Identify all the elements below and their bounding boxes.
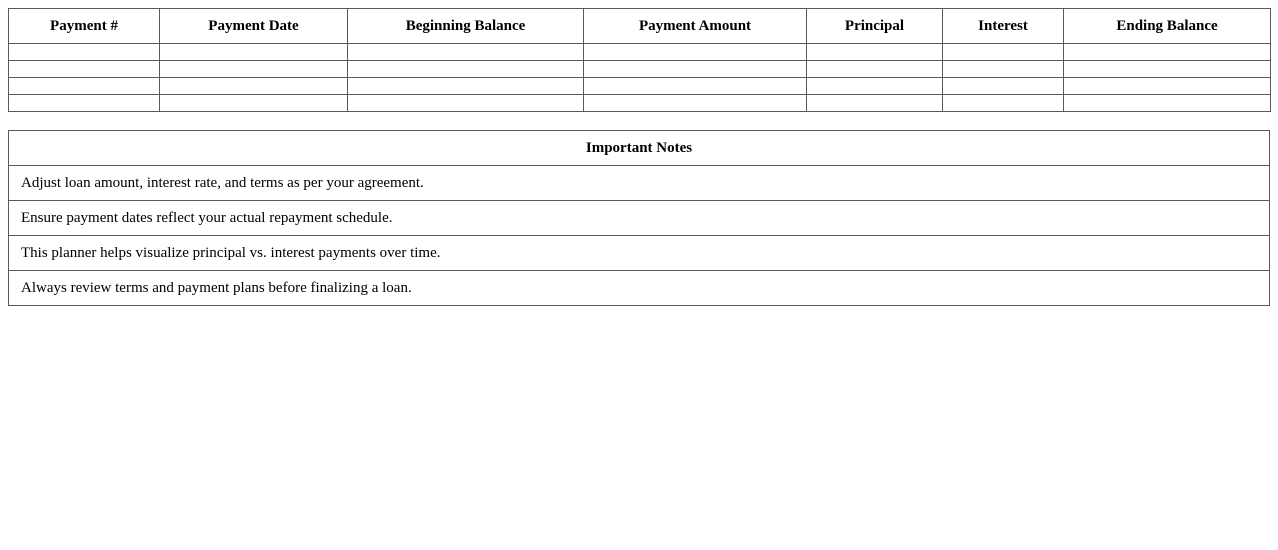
- note-item: Adjust loan amount, interest rate, and terms as per your agreement.: [9, 166, 1270, 201]
- table-cell: [807, 61, 943, 78]
- table-header-row: [9, 9, 1271, 44]
- table-row: [9, 44, 1271, 61]
- table-cell: [584, 78, 807, 95]
- payment-schedule-table: [8, 8, 1271, 112]
- notes-header-row: [9, 131, 1270, 166]
- column-header-principal: Principal: [807, 9, 943, 44]
- table-cell: [9, 61, 160, 78]
- note-row: [9, 236, 1270, 271]
- table-cell: [9, 44, 160, 61]
- table-cell: [807, 44, 943, 61]
- table-cell: [348, 44, 584, 61]
- note-row: [9, 271, 1270, 306]
- table-row: [9, 61, 1271, 78]
- table-cell: [943, 95, 1064, 112]
- notes-title: Important Notes: [9, 131, 1270, 166]
- table-cell: [160, 44, 348, 61]
- table-cell: [9, 95, 160, 112]
- note-row: [9, 201, 1270, 236]
- table-row: [9, 95, 1271, 112]
- column-header-interest: Interest: [943, 9, 1064, 44]
- column-header-beginning-balance: Beginning Balance: [348, 9, 584, 44]
- column-header-ending-balance: Ending Balance: [1064, 9, 1271, 44]
- table-cell: [160, 78, 348, 95]
- table-cell: [584, 95, 807, 112]
- note-row: [9, 166, 1270, 201]
- table-cell: [348, 61, 584, 78]
- table-cell: [160, 95, 348, 112]
- note-item: Always review terms and payment plans before finalizing a loan.: [9, 271, 1270, 306]
- note-item: Ensure payment dates reflect your actual repayment schedule.: [9, 201, 1270, 236]
- table-row: [9, 78, 1271, 95]
- table-cell: [1064, 78, 1271, 95]
- table-cell: [9, 78, 160, 95]
- important-notes-table: [8, 130, 1270, 306]
- table-cell: [348, 95, 584, 112]
- table-cell: [584, 44, 807, 61]
- table-cell: [1064, 44, 1271, 61]
- column-header-payment-amount: Payment Amount: [584, 9, 807, 44]
- table-cell: [943, 78, 1064, 95]
- table-cell: [160, 61, 348, 78]
- column-header-payment-number: Payment #: [9, 9, 160, 44]
- table-cell: [807, 95, 943, 112]
- column-header-payment-date: Payment Date: [160, 9, 348, 44]
- table-cell: [807, 78, 943, 95]
- note-item: This planner helps visualize principal vs. interest payments over time.: [9, 236, 1270, 271]
- table-cell: [348, 78, 584, 95]
- table-cell: [1064, 95, 1271, 112]
- table-cell: [943, 44, 1064, 61]
- table-cell: [584, 61, 807, 78]
- page: [8, 8, 1270, 306]
- table-cell: [1064, 61, 1271, 78]
- table-cell: [943, 61, 1064, 78]
